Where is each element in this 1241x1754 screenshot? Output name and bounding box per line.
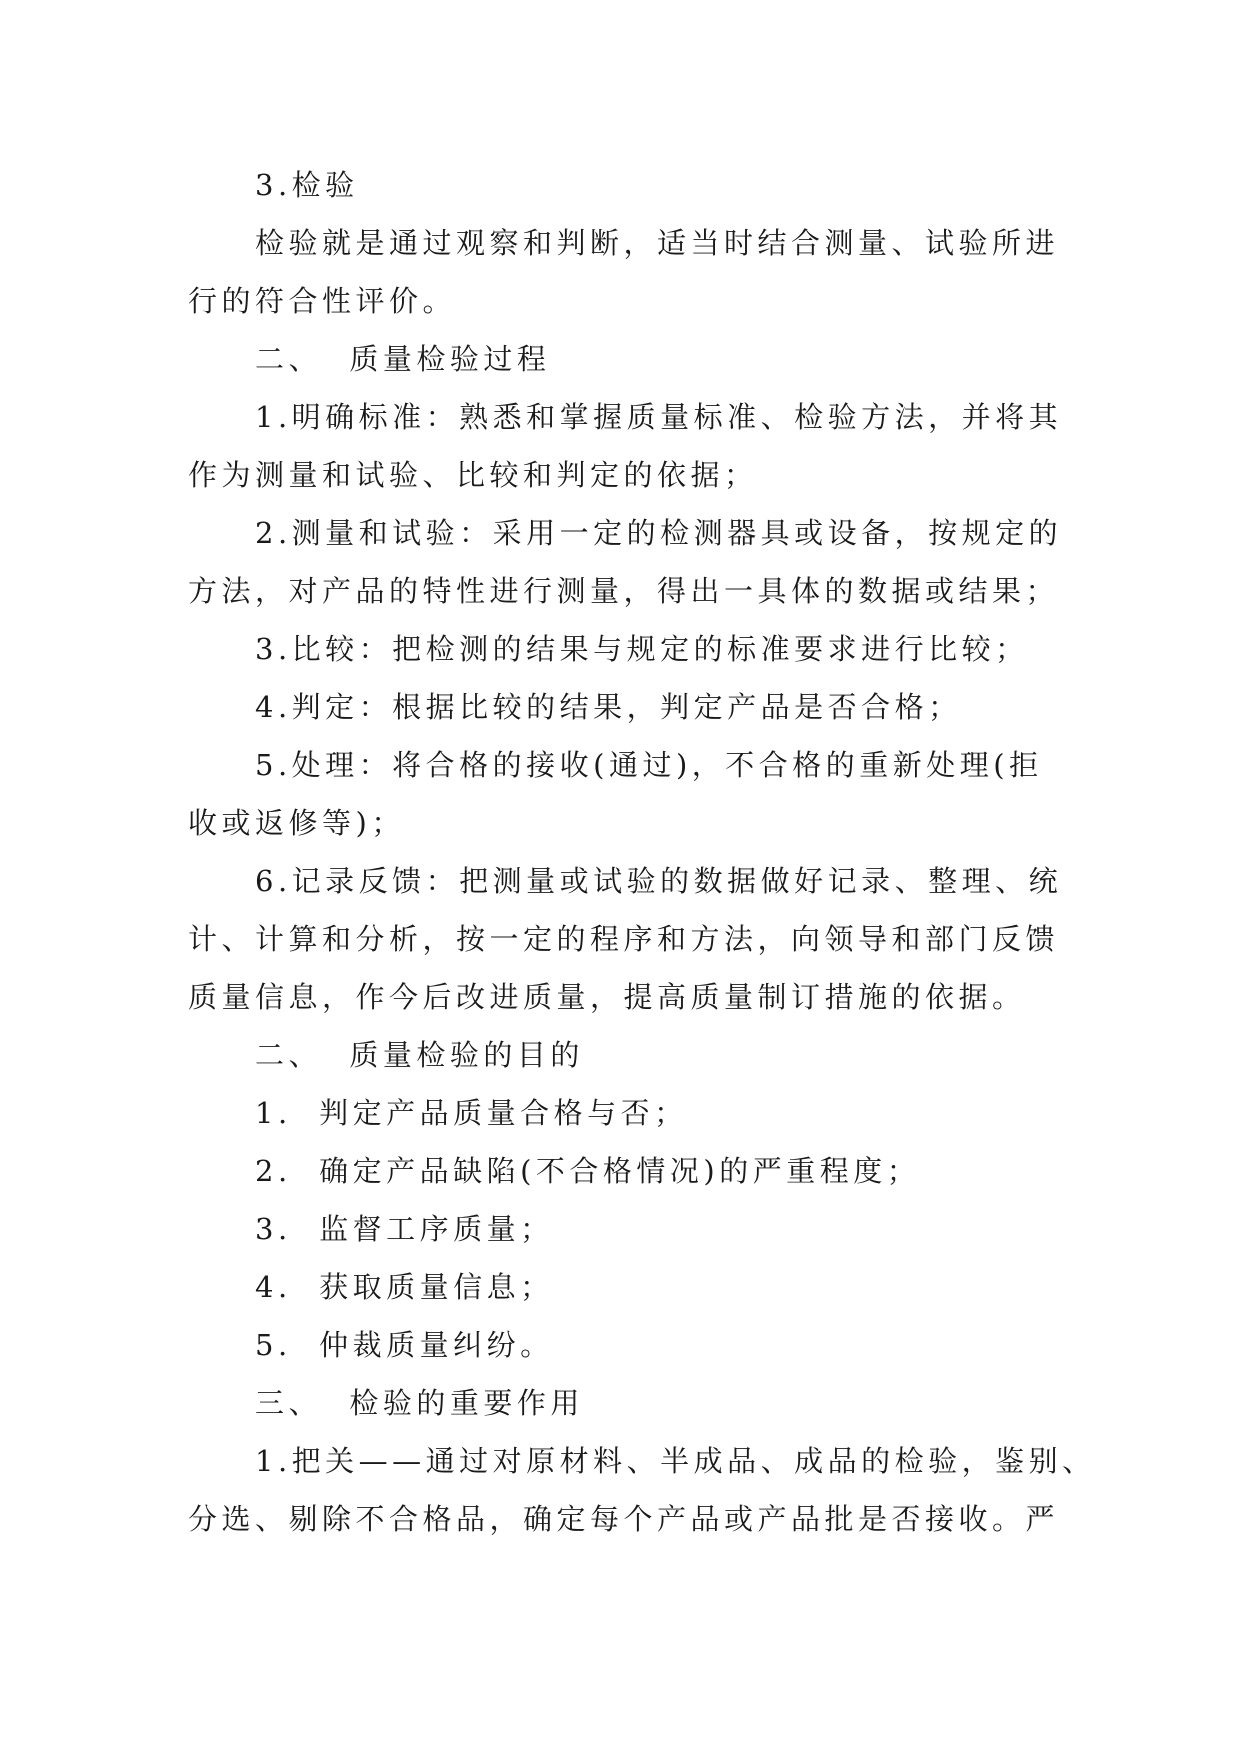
- list-item: 3. 监督工序质量；: [255, 1212, 554, 1246]
- body-line: 计、计算和分析，按一定的程序和方法，向领导和部门反馈: [188, 922, 1060, 956]
- body-line: 作为测量和试验、比较和判定的依据；: [188, 458, 758, 492]
- body-line: 质量信息，作今后改进质量，提高质量制订措施的依据。: [188, 980, 1026, 1014]
- subheading-inspection: 3.检验: [255, 168, 359, 202]
- body-line: 检验就是通过观察和判断，适当时结合测量、试验所进: [255, 226, 1060, 260]
- body-line: 5.处理：将合格的接收(通过)，不合格的重新处理(拒: [255, 748, 1043, 782]
- document-body: [188, 156, 1096, 1548]
- body-line: 6.记录反馈：把测量或试验的数据做好记录、整理、统: [255, 864, 1063, 898]
- list-item: 1. 判定产品质量合格与否；: [255, 1096, 688, 1130]
- section-heading-role: 三、 检验的重要作用: [255, 1386, 584, 1420]
- list-item: 5. 仲裁质量纠纷。: [255, 1328, 554, 1362]
- body-line: 4.判定：根据比较的结果，判定产品是否合格；: [255, 690, 962, 724]
- list-item: 2. 确定产品缺陷(不合格情况)的严重程度；: [255, 1154, 921, 1188]
- body-line: 1.明确标准：熟悉和掌握质量标准、检验方法，并将其: [255, 400, 1063, 434]
- body-line: 方法，对产品的特性进行测量，得出一具体的数据或结果；: [188, 574, 1060, 608]
- body-line: 1.把关——通过对原材料、半成品、成品的检验，鉴别、: [255, 1444, 1096, 1478]
- list-item: 4. 获取质量信息；: [255, 1270, 554, 1304]
- section-heading-purpose: 二、 质量检验的目的: [255, 1038, 584, 1072]
- body-line: 3.比较：把检测的结果与规定的标准要求进行比较；: [255, 632, 1029, 666]
- body-line: 2.测量和试验：采用一定的检测器具或设备，按规定的: [255, 516, 1063, 550]
- section-heading-process: 二、 质量检验过程: [255, 342, 551, 376]
- body-line: 收或返修等)；: [188, 806, 405, 840]
- body-line: 行的符合性评价。: [188, 284, 457, 318]
- body-line: 分选、剔除不合格品，确定每个产品或产品批是否接收。严: [188, 1502, 1060, 1536]
